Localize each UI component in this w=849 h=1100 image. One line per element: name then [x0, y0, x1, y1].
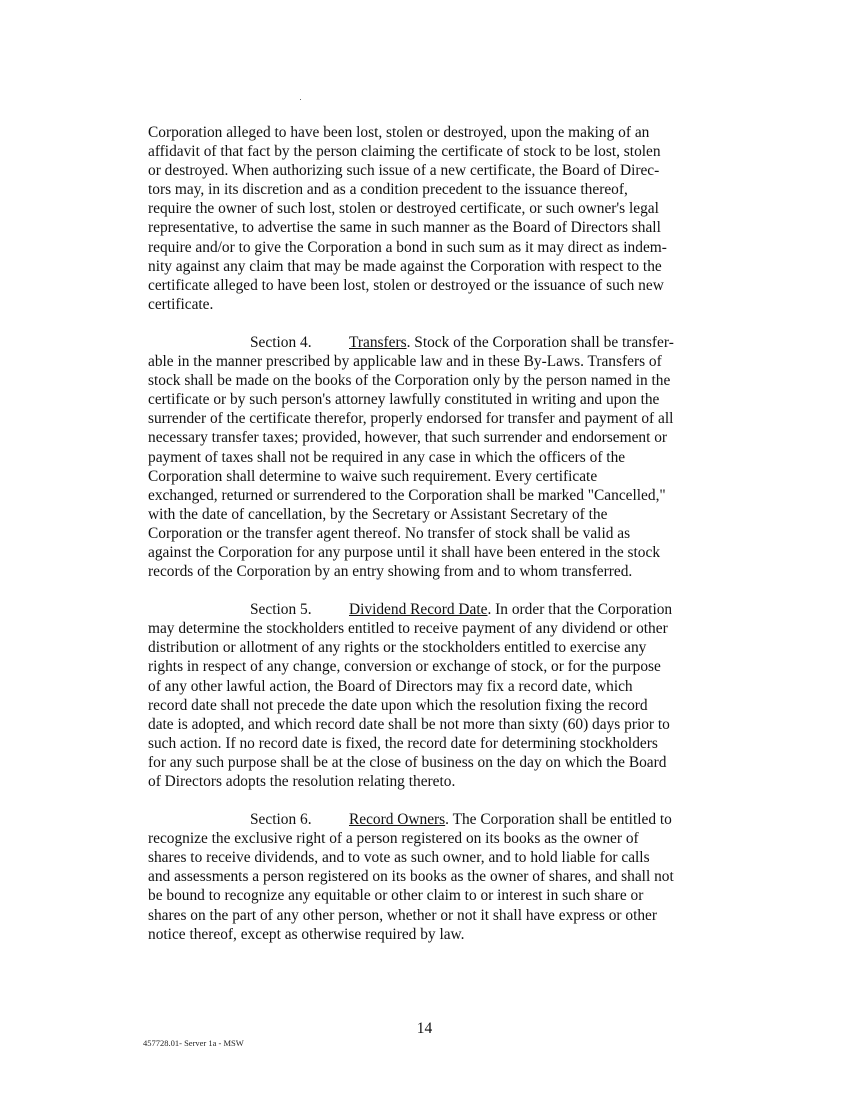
intro-paragraph: Corporation alleged to have been lost, stolen or destroyed, upon the making of an affidavit of that fact by the person claiming the certificate of stock to be lost, stolen or destroyed. When authorizing such issue of a new certificate, the Board of Direc- tors may, in its discretion and as a condition precedent to the issuance thereof, require the owner of such lost, stolen or destroyed certificate, or such owner's legal representative, to advertise the same in such manner as the Board of Directors shall require and/or to give the Corporation a bond in such sum as it may direct as indem- nity against any claim that may be made against the Corporation with respect to the certificate alleged to have been lost, stolen or destroyed or the issuance of such new certificate. [148, 124, 667, 313]
section-6-heading: Record Owners [349, 811, 446, 829]
section-6-paragraph [148, 810, 728, 944]
section-5-first-line: . In order that the Corporation [487, 601, 673, 619]
section-6-number: Section 6. [250, 811, 312, 829]
document-body [148, 123, 728, 963]
section-4-body: able in the manner prescribed by applicable law and in these By-Laws. Transfers of stock shall be made on the books of the Corporation only by the person named in the certificate or by such person's attorney lawfully constituted in writing and upon the surrender of the certificate therefor, properly endorsed for transfer and payment of all necessary transfer taxes; provided, however, that such surrender and endorsement or payment of taxes shall not be required in any case in which the officers of the Corporation shall determine to waive such requirement. Every certificate exchanged, returned or surrendered to the Corporation shall be marked "Cancelled," with the date of cancellation, by the Secretary or Assistant Secretary of the Corporation or the transfer agent thereof. No transfer of stock shall be valid as against the Corporation for any purpose until it shall have been entered in the stock records of the Corporation by an entry showing from and to whom transferred. [148, 353, 674, 581]
scan-artifact-dot [300, 99, 301, 100]
section-4-first-line: . Stock of the Corporation shall be transfer- [406, 333, 674, 351]
section-5-paragraph [148, 600, 728, 791]
section-4-heading: Transfers [349, 333, 407, 351]
section-4-paragraph [148, 333, 728, 581]
section-5-heading: Dividend Record Date [349, 601, 488, 619]
section-5-number: Section 5. [250, 601, 312, 619]
section-4-number: Section 4. [250, 333, 312, 351]
page-number: 14 [416, 1020, 433, 1037]
section-6-body: recognize the exclusive right of a person registered on its books as the owner of shares to receive dividends, and to vote as such owner, and to hold liable for calls and assessments a person registered on its books as the owner of shares, and shall not be bound to recognize any equitable or other claim to or interest in such share or shares on the part of any other person, whether or not it shall have express or other notice thereof, except as otherwise required by law. [148, 830, 674, 943]
section-6-first-line: . The Corporation shall be entitled to [445, 811, 672, 829]
document-id: 457728.01- Server 1a - MSW [143, 1038, 244, 1048]
section-5-body: may determine the stockholders entitled to receive payment of any dividend or other distribution or allotment of any rights or the stockholders entitled to exercise any rights in respect of any change, conversion or exchange of stock, or for the purpose of any other lawful action, the Board of Directors may fix a record date, which record date shall not precede the date upon which the resolution fixing the record date is adopted, and which record date shall be not more than sixty (60) days prior to such action. If no record date is fixed, the record date for determining stockholders for any such purpose shall be at the close of business on the day on which the Board of Directors adopts the resolution relating thereto. [148, 620, 670, 790]
